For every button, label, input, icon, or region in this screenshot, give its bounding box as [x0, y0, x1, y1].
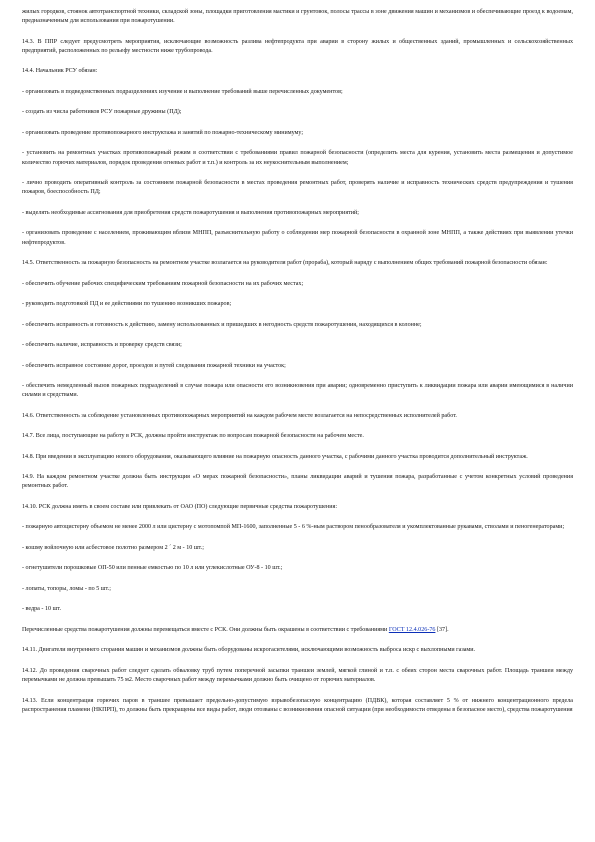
paragraph-14-6: 14.6. Ответственность за соблюдение установленных противопожарных мероприятий на каждом рабочем месте возлагается на непосредственных исполнителей работ.	[22, 412, 457, 419]
list-item: - установить на ремонтных участках противопожарный режим в соответствии с требованиями правил пожарной безопасности (определить места для курения, установить места размещения и допустимое количество горючих материалов, порядок проведения огневых работ и т.п.) и контроль за их неукоснительным выполнением;	[22, 150, 573, 166]
list-item: - организовать в подведомственных подразделениях изучение и выполнение требований выше перечисленных документов;	[22, 88, 343, 95]
list-item: - обеспечить немедленный вызов пожарных подразделений в случае пожара или опасности его возникновения при аварии; одновременно приступить к ликвидации пожара или аварии имеющимися в наличии силами и средствами.	[22, 383, 573, 399]
paragraph-equipment-note	[22, 626, 573, 635]
list-item: - лопаты, топоры, ломы - по 5 шт.;	[22, 585, 111, 592]
list-item: - выделять необходимые ассигнования для приобретения средств пожаротушения и выполнения противопожарных мероприятий;	[22, 209, 360, 216]
list-item: - организовать проведение с населением, проживающим вблизи МНПП, разъяснительную работу о соблюдении мер пожарной безопасности в охранной зоне МНПП, а также действиях при выявлении утечки нефтепродуктов.	[22, 230, 573, 246]
paragraph-14-11: 14.11. Двигатели внутреннего сгорания машин и механизмов должны быть оборудованы искрогасителями, исключающими возможность выброса искр с выхлопными газами.	[22, 647, 476, 654]
list-item: - обеспечить исправное состояние дорог, проездов и путей следования пожарной техники на участок;	[22, 362, 286, 369]
paragraph-14-9: 14.9. На каждом ремонтном участке должна быть инструкция «О мерах пожарной безопасности», планы ликвидации аварий и тушения пожара, разработанные с учетом конкретных условий проведения ремонтных работ.	[22, 474, 573, 490]
note-text-before: Перечисленные средства пожаротушения должны перемещаться вместе с РСК. Они должны быть окрашены в соответствии с требованиями	[22, 626, 389, 633]
list-item: - пожарную автоцистерну объемом не менее 2000 л или цистерну с мотопомпой МП-1600, заполненные 5 - 6 %-ным раствором пенообразователя и укомплектованные рукавами, стволами и пеногенераторами;	[22, 524, 565, 531]
list-item: - создать из числа работников РСУ пожарные дружины (ПД);	[22, 109, 182, 116]
list-item: - обеспечить обучение рабочих специфическим требованиям пожарной безопасности на их рабочих местах;	[22, 280, 304, 287]
paragraph-14-7: 14.7. Все лица, поступающие на работу в РСК, должны пройти инструктаж по вопросам пожарной безопасности на рабочем месте.	[22, 433, 364, 440]
note-text-after: [37].	[435, 626, 449, 633]
paragraph-14-8: 14.8. При введении в эксплуатацию нового оборудования, оказывающего влияние на пожарную опасность данного участка, с рабочими данного участка проводится дополнительный инструктаж.	[22, 453, 528, 460]
list-item: - руководить подготовкой ПД и ее действиями по тушению возникших пожаров;	[22, 301, 232, 308]
list-item: - обеспечить наличие, исправность и проверку средств связи;	[22, 342, 182, 349]
list-item: - лично проводить оперативный контроль за состоянием пожарной безопасности в местах проведения ремонтных работ, проверять наличие и исправность технических средств предупреждения и тушения пожаров, боеспособность ПД;	[22, 180, 573, 196]
gost-reference-link[interactable]: ГОСТ 12.4.026-76	[388, 626, 436, 633]
paragraph-14-3: 14.3. В ППР следует предусмотреть мероприятия, исключающие возможность разлива нефтепродукта при аварии в сторону жилых и общественных зданий, промышленных и сельскохозяйственных предприятий, расположенных по рельефу местности ниже трубопровода.	[22, 38, 573, 54]
list-item: - обеспечить исправность и готовность к действию, замену использованных и пришедших в негодность средств пожаротушения, находящихся в колонне;	[22, 321, 422, 328]
paragraph-continuation: жилых городков, стоянок автотранспортной техники, складской зоны, площадки приготовления мастики и грунтовок, полосы трассы в зоне движения машин и механизмов и обеспечивающие проезд к водоемам, предназначенным для использования при пожаротушении.	[22, 9, 573, 25]
paragraph-14-13: 14.13. Если концентрация горючих паров в траншее превышает предельно-допустимую взрывобезопасную концентрацию (ПДВК), которая составляет 5 % от нижнего концентрационного предела распространения пламени (НКПРП), то должны быть прекращены все виды работ, люди отозваны с возникновения опасной ситуации (при необходимости отведены в безопасное место), средства пожаротушения	[22, 697, 573, 713]
paragraph-14-5: 14.5. Ответственность за пожарную безопасность на ремонтном участке возлагается на руководителя работ (прораба), который наряду с выполнением общих требований пожарной безопасности обязан:	[22, 260, 548, 267]
list-item: - ведра - 10 шт.	[22, 606, 61, 613]
list-item: - огнетушители порошковые ОП-50 или пенные емкостью по 10 л или углекислотные ОУ-8 - 10 шт.;	[22, 565, 283, 572]
list-item: - организовать проведение противопожарного инструктажа и занятий по пожарно-техническому минимуму;	[22, 129, 304, 136]
list-item: - кошму войлочную или асбестовое полотно размером 2 ´ 2 м - 10 шт.;	[22, 544, 204, 551]
paragraph-14-12: 14.12. До проведения сварочных работ следует сделать обваловку труб путем поперечной засыпки траншеи землей, мягкой глиной и т.п. с обеих сторон места сварочных работ. Площадь траншеи между перемычками не должна превышать 75 м2. Место сварочных работ между перемычками должно быть очищено от горючих материалов.	[22, 667, 573, 684]
paragraph-14-10: 14.10. РСК должна иметь в своем составе или привлекать от ОАО (ПО) следующие первичные средства пожаротушения:	[22, 503, 338, 510]
paragraph-14-4: 14.4. Начальник РСУ обязан:	[22, 68, 98, 75]
